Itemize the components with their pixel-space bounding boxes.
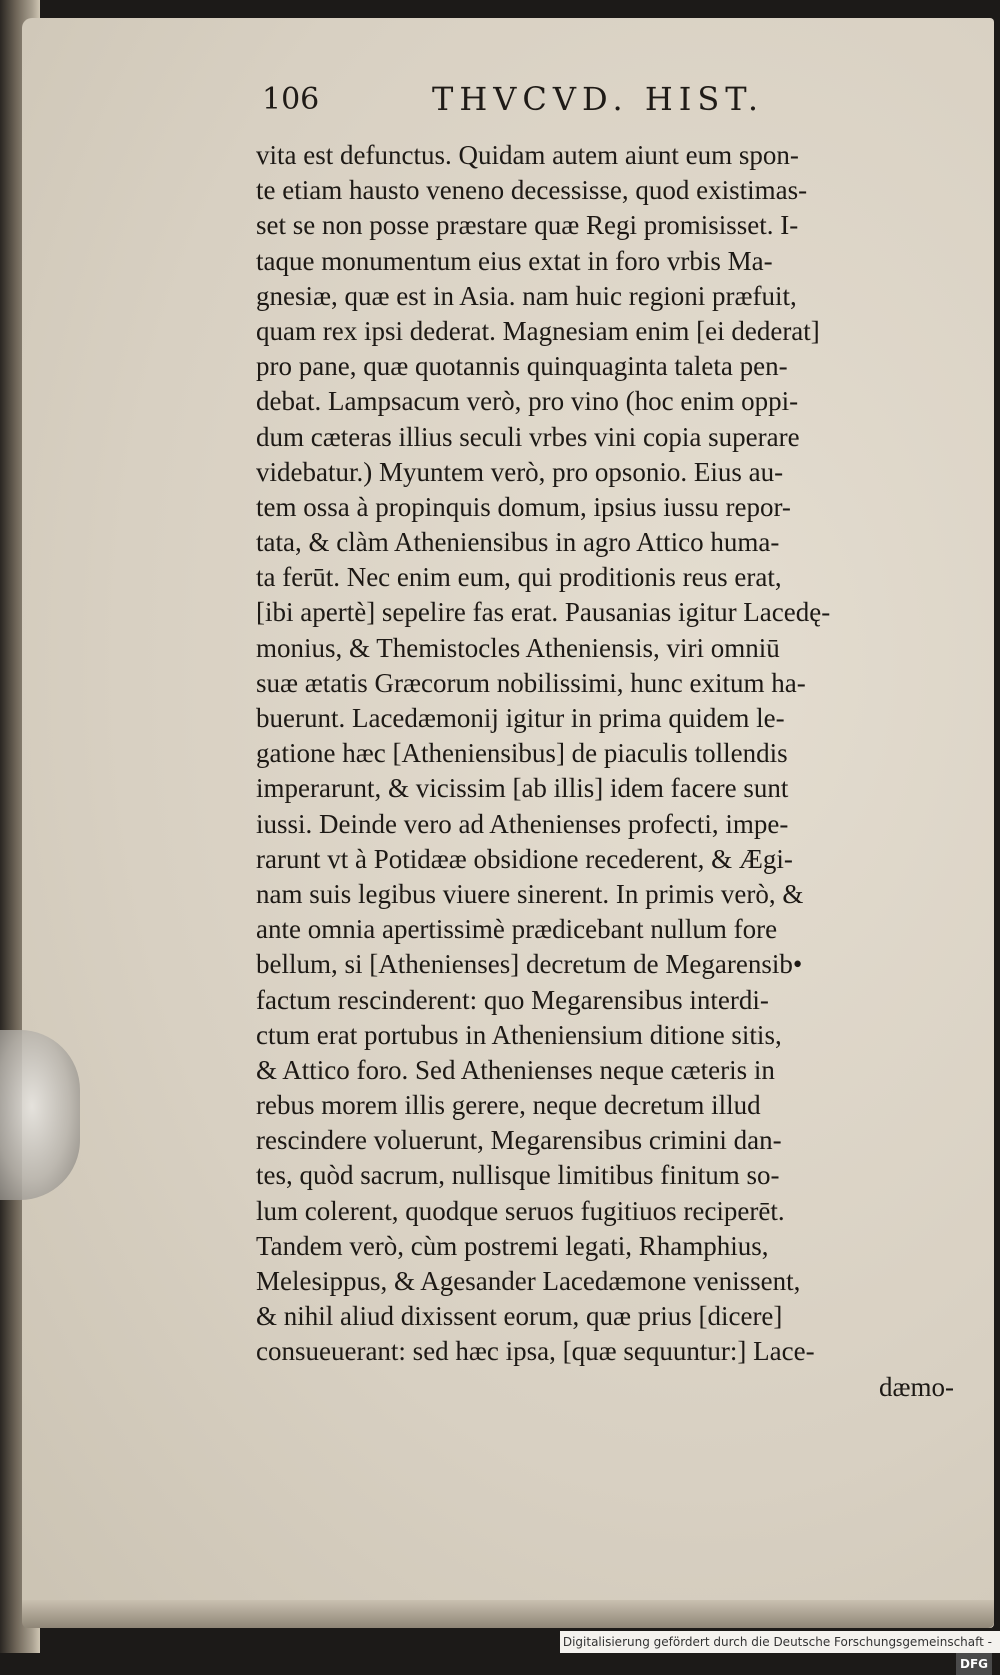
text-line: & nihil aliud dixissent eorum, quæ prius [dicere] — [256, 1301, 783, 1332]
text-line: ta ferūt. Nec enim eum, qui proditionis reus erat, — [256, 562, 782, 593]
text-line: & Attico foro. Sed Athenienses neque cæteris in — [256, 1054, 775, 1085]
text-line: quam rex ipsi dederat. Magnesiam enim [ei dederat] — [256, 315, 820, 346]
text-line: debat. Lampsacum verò, pro vino (hoc enim oppi- — [256, 386, 799, 417]
text-line: consueuerant: sed hæc ipsa, [quæ sequuntur:] Lace- — [256, 1336, 815, 1367]
text-line: suæ ætatis Græcorum nobilissimi, hunc exitum ha- — [256, 667, 806, 698]
text-line: set se non posse præstare quæ Regi promisisset. I- — [256, 210, 799, 241]
text-line: tata, & clàm Atheniensibus in agro Attico huma- — [256, 527, 780, 558]
running-title: THVCVD. HIST. — [432, 80, 765, 118]
text-line: pro pane, quæ quotannis quinquaginta taleta pen- — [256, 351, 788, 382]
text-line: gatione hæc [Atheniensibus] de piaculis tollendis — [256, 738, 788, 769]
text-line: gnesiæ, quæ est in Asia. nam huic regioni præfuit, — [256, 280, 797, 311]
text-line: nam suis legibus viuere sinerent. In primis verò, & — [256, 878, 804, 909]
text-line: rebus morem illis gerere, neque decretum illud — [256, 1090, 761, 1121]
page-number: 106 — [262, 82, 320, 117]
text-line: vita est defunctus. Quidam autem aiunt eum spon- — [256, 140, 799, 170]
body-text — [256, 138, 976, 1405]
text-line: tes, quòd sacrum, nullisque limitibus finitum so- — [256, 1160, 780, 1191]
text-line: videbatur.) Myuntem verò, pro opsonio. Eius au- — [256, 456, 784, 487]
text-line: monius, & Themistocles Atheniensis, viri omniū — [256, 632, 780, 663]
text-line: imperarunt, & vicissim [ab illis] idem facere sunt — [256, 773, 789, 804]
page-clip — [0, 1030, 80, 1200]
text-line: te etiam hausto veneno decessisse, quod existimas- — [256, 175, 808, 206]
catchword: dæmo- — [878, 1371, 954, 1402]
text-line: Tandem verò, cùm postremi legati, Rhamphius, — [256, 1230, 769, 1261]
text-line: dum cæteras illius seculi vrbes vini copia superare — [256, 421, 800, 452]
text-line: tem ossa à propinquis domum, ipsius iussu repor- — [256, 491, 791, 522]
dfg-logo: DFG — [956, 1653, 992, 1675]
page-header — [262, 78, 842, 132]
credit-text: Digitalisierung gefördert durch die Deutsche Forschungsgemeinschaft - — [562, 1635, 992, 1649]
text-line: bellum, si [Athenienses] decretum de Megarensib• — [256, 949, 803, 980]
text-line: rarunt vt à Potidææ obsidione recederent, & Ægi- — [256, 843, 793, 874]
text-line: lum colerent, quodque seruos fugitiuos reciperēt. — [256, 1195, 785, 1226]
text-line: iussi. Deinde vero ad Athenienses profecti, impe- — [256, 808, 789, 839]
text-line: ctum erat portubus in Atheniensium ditione sitis, — [256, 1019, 782, 1050]
text-line: Melesippus, & Agesander Lacedæmone venissent, — [256, 1266, 801, 1296]
text-line: factum rescinderent: quo Megarensibus interdi- — [256, 984, 769, 1015]
text-line: [ibi apertè] sepelire fas erat. Pausanias igitur Lacedę- — [256, 597, 831, 628]
page-edge — [22, 1600, 994, 1628]
text-line: taque monumentum eius extat in foro vrbis Ma- — [256, 245, 773, 276]
digitization-credit — [560, 1631, 1000, 1671]
text-line: ante omnia apertissimè prædicebant nullum fore — [256, 914, 778, 945]
text-line: buerunt. Lacedæmonij igitur in prima quidem le- — [256, 703, 785, 733]
text-line: rescindere voluerunt, Megarensibus crimini dan- — [256, 1125, 782, 1156]
